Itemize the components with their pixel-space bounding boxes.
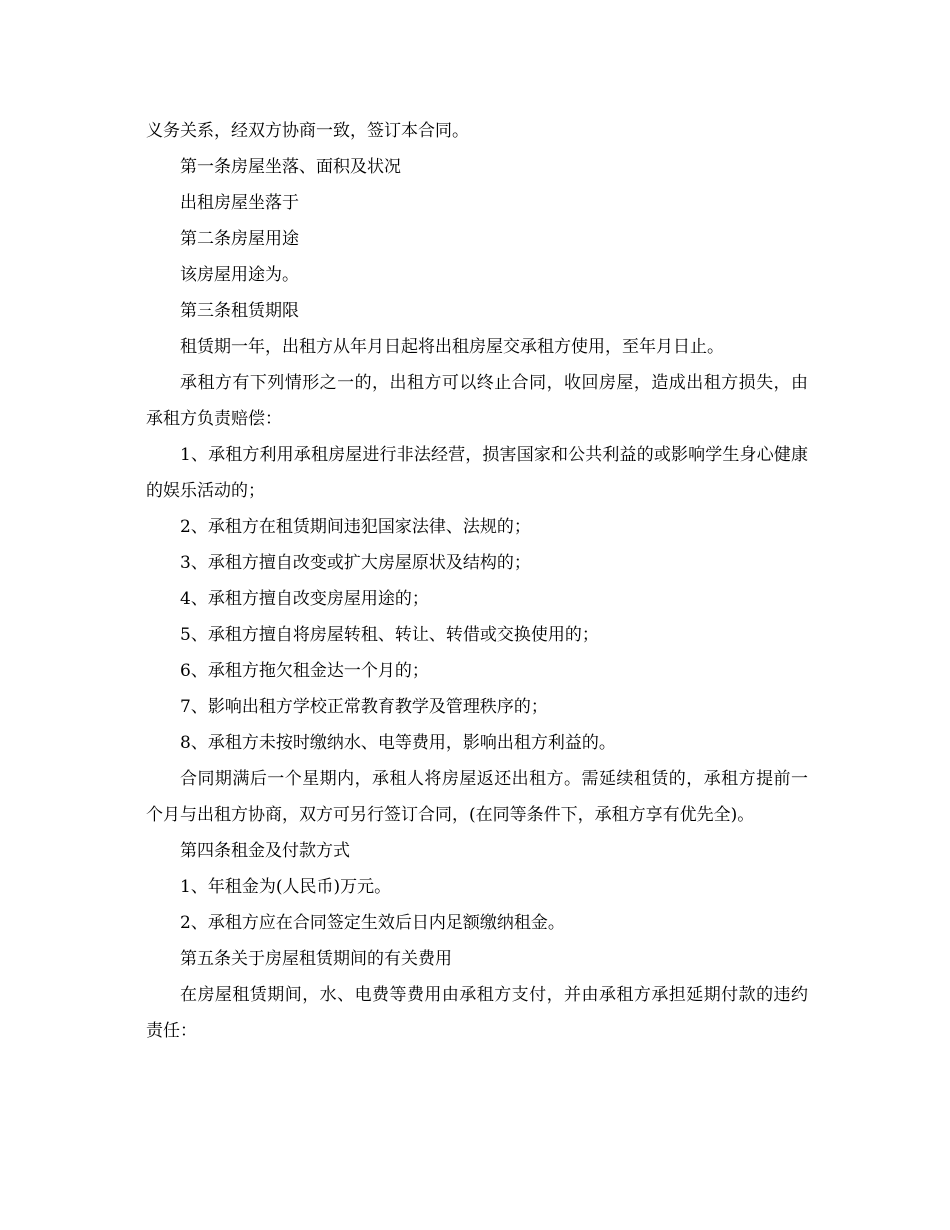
paragraph-lease-term: 租赁期一年，出租方从年月日起将出租房屋交承租方使用，至年月日止。 — [180, 337, 724, 357]
list-item-1: 1、承租方利用承租房屋进行非法经营，损害国家和公共利益的或影响学生身心健康的娱乐活动的； — [146, 445, 808, 501]
paragraph-termination-conditions: 承租方有下列情形之一的，出租方可以终止合同，收回房屋，造成出租方损失，由承租方负责赔偿： — [146, 373, 808, 429]
paragraph-location: 出租房屋坐落于 — [180, 193, 299, 213]
paragraph-fees: 在房屋租赁期间，水、电费等费用由承租方支付，并由承租方承担延期付款的违约责任： — [146, 985, 808, 1041]
payment-item-2: 2、承租方应在合同签定生效后日内足额缴纳租金。 — [180, 913, 565, 933]
paragraph-expiry-return: 合同期满后一个星期内，承租人将房屋返还出租方。需延续租赁的，承租方提前一个月与出租方协商，双方可另行签订合同，(在同等条件下，承租方享有优先全)。 — [146, 769, 808, 825]
heading-article-4: 第四条租金及付款方式 — [180, 841, 350, 861]
list-item-6: 6、承租方拖欠租金达一个月的； — [180, 661, 429, 681]
list-item-2: 2、承租方在租赁期间违犯国家法律、法规的； — [180, 517, 531, 537]
paragraph-intro-continuation: 义务关系，经双方协商一致，签订本合同。 — [146, 121, 469, 141]
paragraph-usage: 该房屋用途为。 — [180, 265, 299, 285]
list-item-4: 4、承租方擅自改变房屋用途的； — [180, 589, 429, 609]
heading-article-5: 第五条关于房屋租赁期间的有关费用 — [180, 949, 452, 969]
list-item-5: 5、承租方擅自将房屋转租、转让、转借或交换使用的； — [180, 625, 599, 645]
list-item-3: 3、承租方擅自改变或扩大房屋原状及结构的； — [180, 553, 531, 573]
list-item-8: 8、承租方未按时缴纳水、电等费用，影响出租方利益的。 — [180, 733, 616, 753]
list-item-7: 7、影响出租方学校正常教育教学及管理秩序的； — [180, 697, 548, 717]
heading-article-2: 第二条房屋用途 — [180, 229, 299, 249]
heading-article-1: 第一条房屋坐落、面积及状况 — [180, 157, 401, 177]
payment-item-1: 1、年租金为(人民币)万元。 — [180, 877, 392, 897]
document-body — [146, 113, 808, 1049]
heading-article-3: 第三条租赁期限 — [180, 301, 299, 321]
